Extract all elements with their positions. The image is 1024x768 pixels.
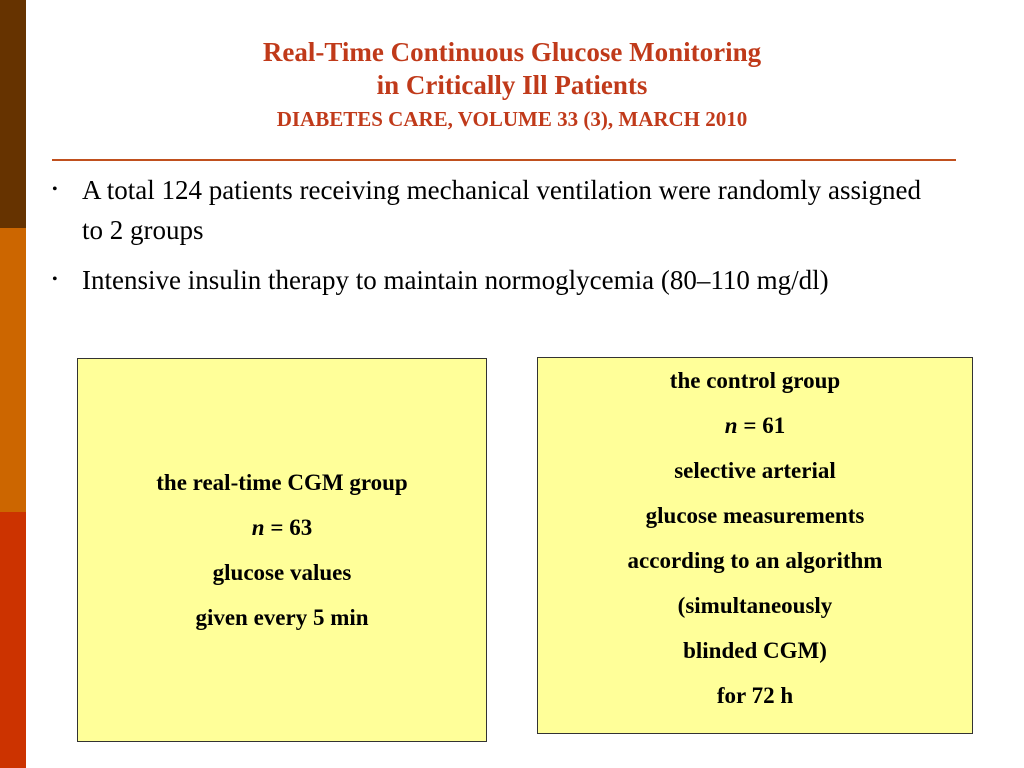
bullet-list (44, 170, 944, 310)
cgm-group-box (77, 358, 487, 742)
control-group-line: glucose measurements (645, 503, 865, 528)
title-citation: DIABETES CARE, VOLUME 33 (3), MARCH 2010 (276, 107, 748, 131)
control-group-box (537, 357, 973, 734)
cgm-group-line: glucose values (212, 560, 352, 585)
title-line-1: Real-Time Continuous Glucose Monitoring (262, 37, 762, 67)
control-group-line: (simultaneously (677, 593, 833, 618)
control-group-line: for 72 h (716, 683, 794, 708)
n-value: = 61 (737, 413, 786, 438)
cgm-group-name: the real-time CGM group (156, 470, 408, 495)
title-line-2: in Critically Ill Patients (376, 70, 648, 100)
n-value: = 63 (264, 515, 313, 540)
n-symbol: n (251, 515, 265, 540)
control-group-line: selective arterial (674, 458, 836, 483)
bullet-text: A total 124 patients receiving mechanical ventilation were randomly assigned to 2 groups (82, 175, 921, 245)
bullet-item (44, 170, 944, 250)
control-group-line: blinded CGM) (683, 638, 827, 663)
n-symbol: n (724, 413, 738, 438)
slide-title (60, 36, 964, 134)
title-divider (52, 159, 956, 161)
decor-strip-middle (0, 228, 26, 512)
bullet-dot-icon: • (52, 181, 58, 198)
decor-strip-bottom (0, 512, 26, 768)
cgm-group-line: given every 5 min (195, 605, 369, 630)
control-group-count (725, 403, 785, 448)
control-group-name: the control group (669, 368, 841, 393)
decor-strip-top (0, 0, 26, 228)
control-group-line: according to an algorithm (627, 548, 883, 573)
bullet-text: Intensive insulin therapy to maintain normoglycemia (80–110 mg/dl) (82, 265, 829, 295)
bullet-item (44, 260, 944, 300)
cgm-group-count (252, 505, 312, 550)
bullet-dot-icon: • (52, 271, 58, 288)
